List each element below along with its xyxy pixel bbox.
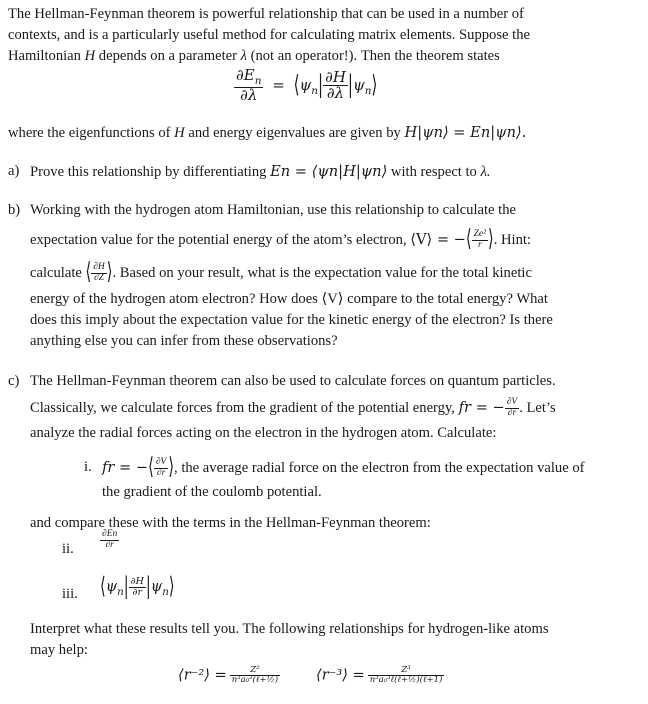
dr-denominator: ∂r	[132, 586, 142, 598]
theorem-psi-left: ψ	[299, 75, 312, 94]
intro-text: (not an operator!). Then the theorem states	[246, 48, 500, 64]
part-a-text-2: with respect to	[387, 164, 481, 180]
theorem-subscript: n	[311, 84, 319, 97]
part-a-text	[30, 161, 490, 183]
energy-expression: En = ⟨ψn|H|ψn⟩	[270, 163, 388, 180]
theorem-subscript: n	[364, 84, 372, 97]
psi-subscript: n	[117, 586, 124, 598]
part-b-line-2: expectation value for the potential energy of the atom’s electron, ⟨V⟩ = −⟨ $\frac{\text{Ze²}}{r}$ ⟩. Hint:	[30, 226, 531, 253]
theorem-equation: $\frac{\partial E_n}{\partial\lambda}$ = $⟨\psi_n|$ $\frac{\partial H}{\partial\lambda}$ $|\psi_n⟩$	[236, 66, 378, 105]
item-i-label: i.	[84, 459, 92, 475]
relation-r-minus-3	[316, 664, 444, 686]
intro-line-1: The Hellman-Feynman theorem is powerful relationship that can be used in a number of	[8, 6, 524, 22]
part-b-line-4: energy of the hydrogen atom electron? How does ⟨V⟩ compare to the total energy? What	[30, 291, 548, 307]
ze2-numerator: Ze²	[473, 229, 486, 240]
psi-left: ψ	[105, 578, 118, 595]
lambda-symbol: λ.	[480, 164, 491, 180]
part-a-text-1: Prove this relationship by differentiating	[30, 164, 271, 180]
item-i-line-2: the gradient of the coulomb potential.	[102, 484, 322, 500]
item-ii-label: ii.	[62, 541, 74, 557]
r2-lhs: ⟨r⁻²⟩ =	[178, 666, 227, 684]
theorem-mid-fraction	[323, 67, 348, 103]
den-numerator: ∂En	[102, 529, 118, 540]
dz-denominator: ∂Z	[93, 273, 104, 284]
part-c-line-3: analyze the radial forces acting on the electron in the hydrogen atom. Calculate:	[30, 425, 497, 441]
interpret-line-2: may help:	[30, 642, 88, 658]
intro-line-3	[8, 46, 500, 67]
compare-line: and compare these with the terms in the Hellman-Feynman theorem:	[30, 515, 431, 531]
eigen-relation: H|ψn⟩ = En|ψn⟩.	[404, 124, 527, 141]
theorem-lhs-denominator: ∂λ	[240, 86, 258, 105]
theorem-subscript: n	[254, 75, 262, 87]
item-i-text: fr = −⟨ $\frac{\partial V}{\partial r}$ ⟩, the average radial force on the electron from the expectation value of	[102, 454, 585, 481]
r2-fraction	[230, 666, 280, 685]
dv-dr-fraction	[154, 458, 169, 479]
theorem-lhs-numerator: ∂E	[236, 66, 255, 84]
classical-force-expr: fr = −	[458, 399, 505, 416]
item-iii-expr: $⟨\psi_n|$ $\frac{\partial H}{\partial r}$ $|\psi_n⟩$	[100, 572, 175, 601]
item-i-description: , the average radial force on the electron from the expectation value of	[174, 460, 585, 476]
part-b-label: b)	[8, 202, 21, 218]
part-b-hint: . Hint:	[493, 232, 531, 248]
relation-r-minus-2	[178, 664, 280, 686]
where-text: where the eigenfunctions of	[8, 125, 175, 141]
part-b-line-3: calculate ⟨ $\frac{\partial H}{\partial Z}$ ⟩. Based on your result, what is the expectation value for the total kinetic	[30, 259, 532, 286]
dh-dz-fraction	[91, 263, 107, 284]
intro-text: depends on a parameter	[95, 48, 241, 64]
intro-text: Hamiltonian	[8, 48, 85, 64]
hamiltonian-symbol: H	[174, 125, 185, 141]
dh-numerator: ∂H	[93, 262, 105, 273]
r3-fraction	[368, 666, 445, 685]
item-iii-label: iii.	[62, 586, 78, 602]
part-c-line-2	[30, 397, 556, 419]
theorem-equals: =	[272, 75, 285, 94]
part-c-label: c)	[8, 373, 20, 389]
ze2-over-r-fraction	[472, 230, 488, 251]
part-a-label: a)	[8, 163, 20, 179]
part-b-line-5: does this imply about the expectation value for the kinetic energy of the electron? Is there	[30, 312, 553, 328]
theorem-lhs-fraction	[234, 68, 263, 104]
part-c-text: . Let’s	[519, 400, 556, 416]
potential-expectation: ⟨V⟩ = −	[410, 231, 466, 248]
lambda-symbol: λ	[240, 48, 247, 64]
part-c-text: Classically, we calculate forces from the gradient of the potential energy,	[30, 400, 459, 416]
theorem-psi-right: ψ	[352, 75, 365, 94]
interpret-line-1: Interpret what these results tell you. The following relationships for hydrogen-like atoms	[30, 621, 549, 637]
radial-force-expr: fr = −	[102, 459, 149, 476]
intro-line-2: contexts, and is a particularly useful method for calculating matrix elements. Suppose the	[8, 27, 530, 43]
dh-numerator: ∂H	[130, 575, 144, 587]
dh-dr-fraction	[129, 577, 146, 598]
r2-denominator: n³a₀²(ℓ+½)	[231, 674, 279, 685]
part-b-text: calculate	[30, 265, 86, 281]
r3-denominator: n³a₀³ℓ(ℓ+½)(ℓ+1)	[369, 674, 443, 685]
den-dr-fraction	[100, 530, 119, 551]
hamiltonian-symbol: H	[84, 48, 96, 64]
dr-denominator: ∂r	[507, 408, 517, 419]
where-line	[8, 122, 526, 144]
r3-lhs: ⟨r⁻³⟩ =	[316, 666, 365, 684]
dv-dr-fraction	[505, 398, 520, 419]
dv-numerator: ∂V	[155, 457, 167, 468]
theorem-mid-denominator: ∂λ	[326, 84, 345, 103]
dr-denominator: ∂r	[105, 540, 114, 551]
part-b-text: . Based on your result, what is the expectation value for the total kinetic	[112, 265, 532, 281]
theorem-mid-numerator: ∂H	[325, 67, 346, 86]
part-b-text: expectation value for the potential energy of the atom’s electron,	[30, 232, 411, 248]
dv-numerator: ∂V	[506, 397, 518, 408]
r2-numerator: Z²	[230, 666, 280, 676]
psi-right: ψ	[150, 578, 163, 595]
part-c-line-1: The Hellman-Feynman theorem can also be used to calculate forces on quantum particles.	[30, 373, 556, 389]
part-b-line-1: Working with the hydrogen atom Hamiltonian, use this relationship to calculate the	[30, 202, 516, 218]
dr-denominator: ∂r	[156, 468, 166, 479]
part-b-line-6: anything else you can infer from these observations?	[30, 333, 338, 349]
r-denominator: r	[477, 240, 482, 251]
item-ii-expr	[100, 530, 119, 551]
where-text: and energy eigenvalues are given by	[184, 125, 405, 141]
r3-numerator: Z³	[368, 666, 445, 676]
psi-subscript: n	[162, 586, 169, 598]
